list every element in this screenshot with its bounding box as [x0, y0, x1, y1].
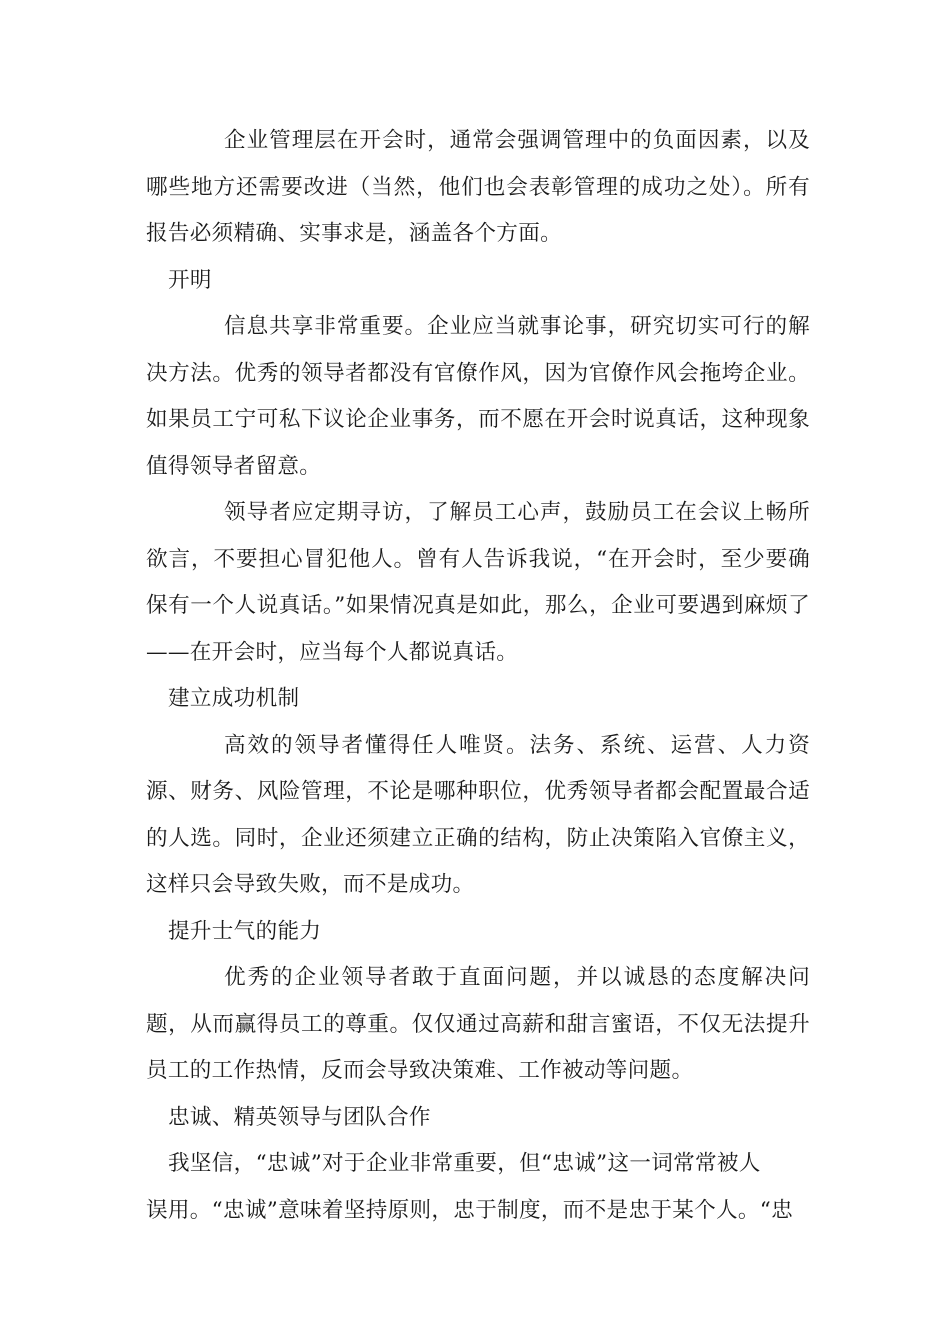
section-heading-loyalty: 忠诚、精英领导与团队合作	[168, 1104, 431, 1130]
paragraph-merit-hiring: 高效的领导者懂得任人唯贤。法务、系统、运营、人力资源、财务、风险管理，不论是哪种职位，优秀领导者都会配置最合适的人选。同时，企业还须建立正确的结构，防止决策陷入官僚主义，这样只会导致失败，而不是成功。	[146, 732, 810, 897]
paragraph-morale: 优秀的企业领导者敢于直面问题，并以诚恳的态度解决问题，从而赢得员工的尊重。仅仅通过高薪和甜言蜜语，不仅无法提升员工的工作热情，反而会导致决策难、工作被动等问题。	[146, 965, 810, 1083]
section-heading-success-mechanism: 建立成功机制	[168, 686, 300, 711]
paragraph-speak-truth: 领导者应定期寻访，了解员工心声，鼓励员工在会议上畅所欲言，不要担心冒犯他人。曾有人告诉我说，“在开会时，至少要确保有一个人说真话。”如果情况真是如此，那么，企业可要遇到麻烦了——在开会时，应当每个人都说真话。	[146, 500, 810, 665]
paragraph-loyalty-line1: 我坚信，“忠诚”对于企业非常重要，但“忠诚”这一词常常被人	[168, 1151, 761, 1176]
section-heading-morale: 提升士气的能力	[168, 918, 322, 944]
paragraph-meetings: 企业管理层在开会时，通常会强调管理中的负面因素，以及哪些地方还需要改进（当然，他们也会表彰管理的成功之处）。所有报告必须精确、实事求是，涵盖各个方面。	[146, 128, 810, 246]
document-body	[146, 118, 810, 1234]
paragraph-loyalty-line2: 误用。“忠诚”意味着坚持原则，忠于制度，而不是忠于某个人。“忠	[146, 1197, 794, 1223]
paragraph-information-sharing: 信息共享非常重要。企业应当就事论事，研究切实可行的解决方法。优秀的领导者都没有官僚作风，因为官僚作风会拖垮企业。如果员工宁可私下议论企业事务，而不愿在开会时说真话，这种现象值得领导者留意。	[146, 314, 810, 479]
section-heading-openness: 开明	[168, 267, 212, 293]
